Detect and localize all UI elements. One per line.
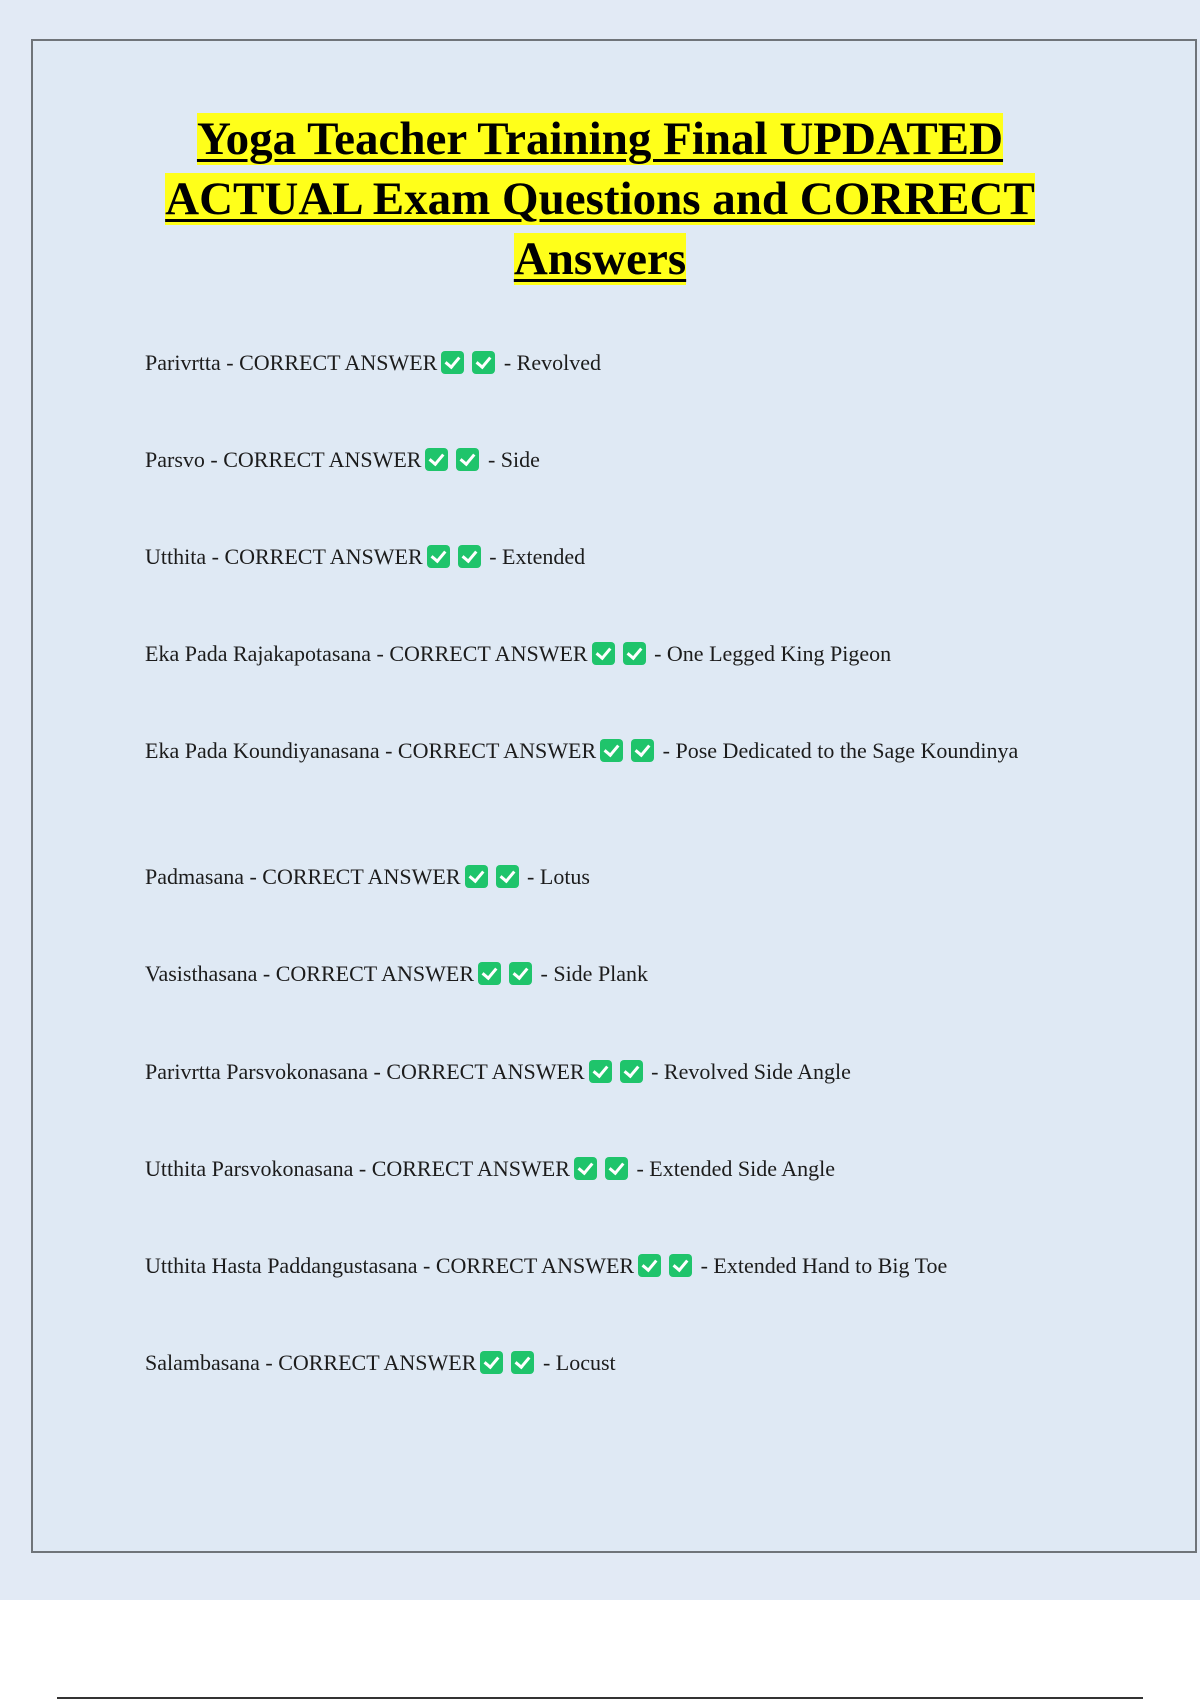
qa-item: Parsvo - CORRECT ANSWER - Side bbox=[145, 447, 540, 472]
answer-text: Lotus bbox=[539, 864, 590, 889]
answer-text: Revolved Side Angle bbox=[663, 1059, 851, 1084]
answer-text: Extended Side Angle bbox=[649, 1156, 836, 1181]
question-term: Padmasana bbox=[145, 864, 244, 889]
qa-item: Padmasana - CORRECT ANSWER - Lotus bbox=[145, 864, 590, 889]
question-term: Parivrtta Parsvokonasana bbox=[145, 1059, 368, 1084]
question-term: Eka Pada Koundiyanasana bbox=[145, 738, 380, 763]
document-title bbox=[100, 109, 1100, 289]
check-mark-icon bbox=[496, 865, 519, 888]
qa-item: Eka Pada Koundiyanasana - CORRECT ANSWER - Pose Dedicated to the Sage Koundinya bbox=[145, 738, 1019, 763]
check-mark-icon bbox=[465, 865, 488, 888]
check-mark-icon bbox=[631, 739, 654, 762]
answer-marker: CORRECT ANSWER bbox=[275, 961, 474, 986]
title-text: Yoga Teacher Training Final UPDATED ACTUAL Exam Questions and CORRECT Answers bbox=[165, 113, 1035, 285]
question-term: Utthita bbox=[145, 544, 207, 569]
question-term: Salambasana bbox=[145, 1350, 260, 1375]
answer-text: Pose Dedicated to the Sage Koundinya bbox=[675, 738, 1019, 763]
check-mark-icon bbox=[605, 1157, 628, 1180]
answer-marker: CORRECT ANSWER bbox=[223, 447, 422, 472]
check-mark-icon bbox=[592, 642, 615, 665]
check-mark-icon bbox=[456, 448, 479, 471]
answer-text: Side bbox=[500, 447, 540, 472]
check-mark-icon bbox=[441, 351, 464, 374]
qa-item: Salambasana - CORRECT ANSWER - Locust bbox=[145, 1350, 616, 1375]
answer-text: Extended Hand to Big Toe bbox=[713, 1253, 948, 1278]
check-mark-icon bbox=[478, 962, 501, 985]
check-mark-icon bbox=[638, 1254, 661, 1277]
check-mark-icon bbox=[425, 448, 448, 471]
footer-divider bbox=[57, 1697, 1143, 1699]
answer-marker: CORRECT ANSWER bbox=[389, 641, 588, 666]
check-mark-icon bbox=[480, 1351, 503, 1374]
answer-text: Side Plank bbox=[553, 961, 649, 986]
qa-item: Parivrtta Parsvokonasana - CORRECT ANSWER - Revolved Side Angle bbox=[145, 1059, 851, 1084]
check-mark-icon bbox=[589, 1060, 612, 1083]
qa-item: Eka Pada Rajakapotasana - CORRECT ANSWER - One Legged King Pigeon bbox=[145, 641, 892, 666]
check-mark-icon bbox=[669, 1254, 692, 1277]
answer-text: Locust bbox=[555, 1350, 616, 1375]
question-term: Vasisthasana bbox=[145, 961, 258, 986]
answer-marker: CORRECT ANSWER bbox=[224, 544, 423, 569]
check-mark-icon bbox=[472, 351, 495, 374]
question-term: Parsvo bbox=[145, 447, 205, 472]
question-term: Utthita Hasta Paddangustasana bbox=[145, 1253, 418, 1278]
check-mark-icon bbox=[427, 545, 450, 568]
check-mark-icon bbox=[620, 1060, 643, 1083]
answer-text: Revolved bbox=[516, 350, 601, 375]
check-mark-icon bbox=[600, 739, 623, 762]
check-mark-icon bbox=[511, 1351, 534, 1374]
answer-marker: CORRECT ANSWER bbox=[239, 350, 438, 375]
qa-item: Utthita Hasta Paddangustasana - CORRECT ANSWER - Extended Hand to Big Toe bbox=[145, 1253, 948, 1278]
qa-item: Utthita - CORRECT ANSWER - Extended bbox=[145, 544, 586, 569]
question-term: Eka Pada Rajakapotasana bbox=[145, 641, 372, 666]
answer-marker: CORRECT ANSWER bbox=[371, 1156, 570, 1181]
answer-marker: CORRECT ANSWER bbox=[386, 1059, 585, 1084]
check-mark-icon bbox=[458, 545, 481, 568]
qa-item: Utthita Parsvokonasana - CORRECT ANSWER - Extended Side Angle bbox=[145, 1156, 836, 1181]
answer-text: One Legged King Pigeon bbox=[666, 641, 892, 666]
check-mark-icon bbox=[574, 1157, 597, 1180]
check-mark-icon bbox=[509, 962, 532, 985]
answer-marker: CORRECT ANSWER bbox=[435, 1253, 635, 1278]
answer-marker: CORRECT ANSWER bbox=[397, 738, 597, 763]
check-mark-icon bbox=[623, 642, 646, 665]
question-term: Utthita Parsvokonasana bbox=[145, 1156, 354, 1181]
question-term: Parivrtta bbox=[145, 350, 221, 375]
qa-item: Parivrtta - CORRECT ANSWER - Revolved bbox=[145, 350, 601, 375]
answer-text: Extended bbox=[502, 544, 586, 569]
qa-item: Vasisthasana - CORRECT ANSWER - Side Plank bbox=[145, 961, 649, 986]
answer-marker: CORRECT ANSWER bbox=[262, 864, 461, 889]
answer-marker: CORRECT ANSWER bbox=[278, 1350, 477, 1375]
